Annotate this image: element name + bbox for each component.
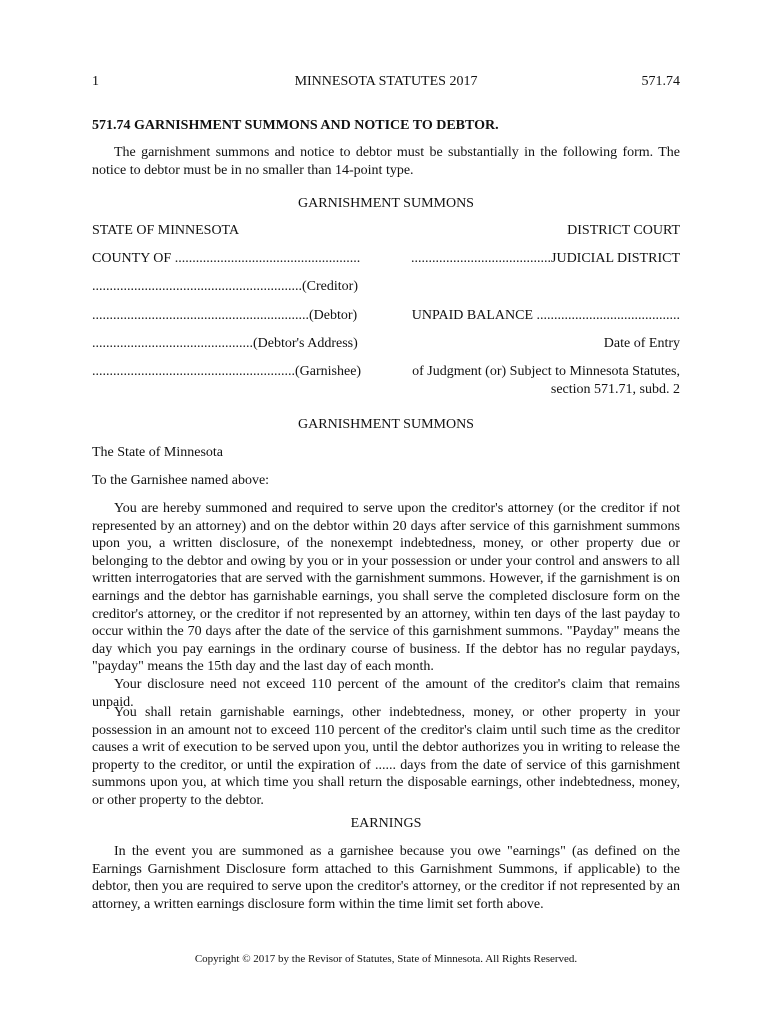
summons-paragraph-1: You are hereby summoned and required to serve upon the creditor's attorney (or the creditor if not represented by an attorney) and on the debtor within 20 days after service of this garnishment summons upon you, a written disclosure, of the nonexempt indebtedness, money, or other property due or belonging to the debtor and owing by you or in your possession or under your control and answers to all written interrogatories that are served with the garnishment summons. However, if the garnishment is on earnings and the debtor has garnishable earnings, you shall serve the completed disclosure form on the creditor's attorney, or the creditor if not represented by an attorney, within ten days of the last payday to occur within the 70 days after the date of the service of this garnishment summons. "Payday" means the day which you pay earnings in the ordinary course of business. If the debtor has no regular paydays, "payday" means the 15th day and the last day of each month. bbox=[92, 501, 680, 675]
form-row-debtor bbox=[92, 308, 680, 326]
judicial-district-field: ........................................JUDICIAL DISTRICT bbox=[411, 251, 680, 266]
summons-to: To the Garnishee named above: bbox=[92, 473, 270, 488]
form-title: GARNISHMENT SUMMONS bbox=[298, 196, 474, 211]
summons-state: The State of Minnesota bbox=[92, 445, 224, 460]
debtor-field: ..............................................................(Debtor) bbox=[92, 308, 358, 323]
document-title: MINNESOTA STATUTES 2017 bbox=[294, 74, 478, 89]
earnings-paragraph: In the event you are summoned as a garnishee because you owe "earnings" (as defined on the Earnings Garnishment Disclosure form attached to this Garnishment Summons, if applicable) to the debtor, then you are required to serve upon the creditor's attorney, or the creditor if not represented by an attorney, a written earnings disclosure form within the time limit set forth above. bbox=[92, 844, 680, 912]
form-row-state bbox=[92, 223, 680, 241]
date-of-entry-label: Date of Entry bbox=[603, 336, 680, 351]
form-row-address bbox=[92, 336, 680, 354]
document-page bbox=[92, 0, 680, 1024]
section-number: 571.74 bbox=[641, 74, 680, 89]
earnings-paragraph-block bbox=[92, 843, 680, 913]
county-field: COUNTY OF ..................................................... bbox=[92, 251, 361, 266]
summons-paragraph-3: You shall retain garnishable earnings, other indebtedness, money, or other property in your possession in an amount not to exceed 110 percent of the creditor's claim until such time as the creditor causes a writ of execution to be served upon you, until the debtor authorizes you in writing to release the property to the creditor, or until the expiration of ...... days from the date of service of this garnishment summons upon you, at which time you shall return the disposable earnings, other indebtedness, money, or other property to the debtor. bbox=[92, 705, 680, 808]
summons-paragraph-3-block bbox=[92, 704, 680, 810]
court-label: DISTRICT COURT bbox=[567, 223, 680, 238]
summons-title: GARNISHMENT SUMMONS bbox=[298, 417, 474, 432]
form-row-county bbox=[92, 251, 680, 269]
intro-block bbox=[92, 144, 680, 179]
creditor-field: ............................................................(Creditor) bbox=[92, 279, 358, 294]
summons-paragraph-1-block bbox=[92, 500, 680, 676]
debtor-address-field: ..............................................(Debtor's Address) bbox=[92, 336, 358, 351]
unpaid-balance-field: UNPAID BALANCE ......................................... bbox=[411, 308, 680, 323]
garnishee-field: ..........................................................(Garnishee) bbox=[92, 364, 362, 379]
copyright-footer: Copyright © 2017 by the Revisor of Statutes, State of Minnesota. All Rights Reserved. bbox=[194, 953, 578, 965]
summons-paragraph-2: Your disclosure need not exceed 110 percent of the amount of the creditor's claim that remains unpaid. bbox=[92, 677, 680, 710]
form-row-judgment bbox=[92, 382, 680, 400]
form-row-creditor bbox=[92, 279, 680, 297]
form-row-garnishee bbox=[92, 364, 680, 382]
judgment-line-1: of Judgment (or) Subject to Minnesota Statutes, bbox=[412, 364, 680, 379]
section-heading: 571.74 GARNISHMENT SUMMONS AND NOTICE TO DEBTOR. bbox=[92, 118, 499, 133]
state-label: STATE OF MINNESOTA bbox=[92, 223, 240, 238]
intro-paragraph: The garnishment summons and notice to debtor must be substantially in the following form. The notice to debtor must be in no smaller than 14-point type. bbox=[92, 145, 680, 178]
judgment-line-2: section 571.71, subd. 2 bbox=[550, 382, 680, 397]
page-number: 1 bbox=[92, 74, 99, 89]
earnings-title: EARNINGS bbox=[350, 816, 422, 831]
